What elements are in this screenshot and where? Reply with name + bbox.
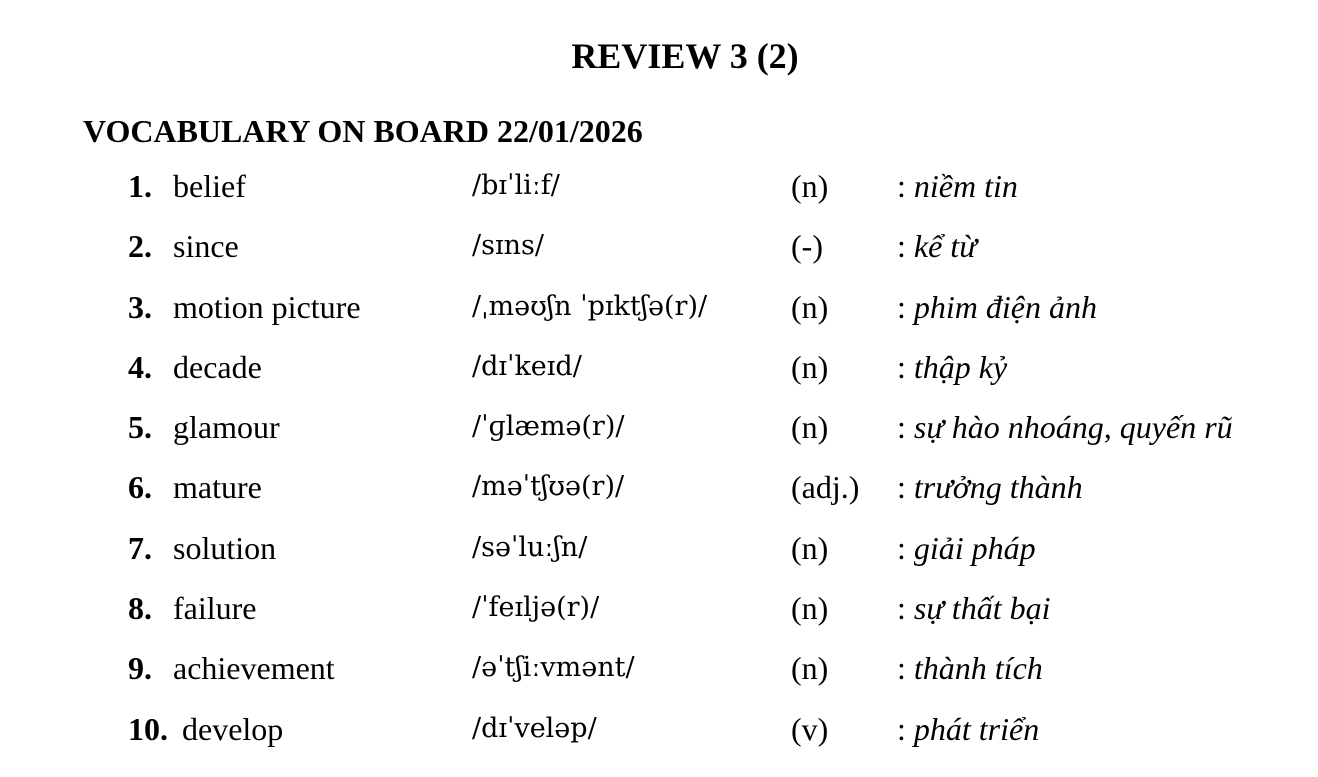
item-number: 2. (128, 228, 152, 265)
vocab-word: develop (182, 710, 284, 747)
vocab-row-5 (0, 405, 1318, 465)
item-number: 5. (128, 409, 152, 446)
meaning-text: giải pháp (913, 529, 1036, 566)
vocab-row-9 (0, 646, 1318, 706)
meaning-text: niềm tin (913, 168, 1018, 204)
item-number: 1. (128, 168, 152, 204)
meaning-separator: : (897, 590, 914, 627)
vocab-word: mature (173, 469, 262, 506)
vocab-row-2 (0, 224, 1318, 284)
meaning-separator: : (897, 348, 914, 385)
vocab-word: since (173, 228, 239, 265)
meaning-separator: : (897, 710, 914, 747)
vocab-word: decade (173, 348, 262, 385)
meaning-separator: : (897, 228, 914, 265)
vocab-meaning (897, 526, 1036, 570)
part-of-speech: (n) (791, 348, 829, 385)
meaning-text: sự hào nhoáng, quyến rũ (913, 409, 1233, 446)
meaning-text: phát triển (913, 710, 1040, 747)
vocabulary-list (0, 164, 1318, 767)
vocab-row-3 (0, 285, 1318, 345)
meaning-text: phim điện ảnh (913, 288, 1097, 325)
vocab-pronunciation: /ˌməʊʃn ˈpɪktʃə(r)/ (472, 290, 708, 322)
vocab-meaning (897, 405, 1233, 449)
part-of-speech: (n) (791, 529, 829, 566)
meaning-separator: : (897, 288, 914, 325)
vocab-pronunciation: /dɪˈveləp/ (472, 712, 597, 744)
item-number: 6. (128, 469, 152, 506)
vocab-row-10 (0, 707, 1318, 767)
meaning-text: trưởng thành (913, 469, 1083, 506)
part-of-speech: (n) (791, 168, 829, 204)
vocab-word: solution (173, 529, 277, 566)
vocab-row-8 (0, 586, 1318, 646)
vocab-meaning (897, 586, 1050, 630)
item-number: 7. (128, 529, 152, 566)
meaning-text: thập kỷ (913, 348, 1008, 385)
item-number: 10. (128, 710, 168, 747)
item-number: 8. (128, 590, 152, 627)
meaning-separator: : (897, 650, 914, 687)
vocab-pronunciation: /ˈɡlæmə(r)/ (472, 411, 625, 443)
vocab-meaning (897, 465, 1083, 509)
meaning-text: sự thất bại (913, 590, 1051, 627)
vocab-meaning (897, 707, 1039, 751)
vocab-row-4 (0, 345, 1318, 405)
meaning-separator: : (897, 529, 914, 566)
vocab-row-6 (0, 465, 1318, 525)
item-number: 3. (128, 288, 152, 325)
part-of-speech: (n) (791, 650, 829, 687)
vocab-meaning (897, 285, 1097, 329)
vocab-pronunciation: /səˈluːʃn/ (472, 531, 588, 563)
part-of-speech: (n) (791, 590, 829, 627)
vocab-meaning (897, 345, 1007, 389)
section-heading: VOCABULARY ON BOARD 22/01/2026 (83, 113, 643, 149)
vocab-word: belief (173, 168, 246, 204)
meaning-text: kể từ (913, 228, 977, 265)
part-of-speech: (v) (791, 710, 829, 747)
meaning-separator: : (897, 168, 914, 204)
vocab-word: failure (173, 590, 257, 627)
vocab-pronunciation: /məˈtʃʊə(r)/ (472, 471, 625, 503)
part-of-speech: (n) (791, 409, 829, 446)
vocab-word: glamour (173, 409, 280, 446)
page-title: REVIEW 3 (2) (571, 36, 799, 76)
vocab-meaning (897, 164, 1018, 208)
vocab-row-7 (0, 526, 1318, 586)
part-of-speech: (n) (791, 288, 829, 325)
vocab-pronunciation: /bɪˈliːf/ (472, 170, 560, 201)
vocab-word: achievement (173, 650, 335, 687)
vocab-pronunciation: /əˈtʃiːvmənt/ (472, 652, 635, 684)
vocab-meaning (897, 224, 977, 268)
vocab-meaning (897, 646, 1043, 690)
meaning-separator: : (897, 409, 914, 446)
vocab-word: motion picture (173, 288, 361, 325)
vocab-pronunciation: /ˈfeɪljə(r)/ (472, 592, 600, 624)
part-of-speech: (-) (791, 228, 823, 265)
item-number: 4. (128, 348, 152, 385)
part-of-speech: (adj.) (791, 469, 860, 506)
vocab-row-1 (0, 164, 1318, 224)
vocab-pronunciation: /dɪˈkeɪd/ (472, 350, 582, 382)
meaning-text: thành tích (913, 650, 1043, 687)
item-number: 9. (128, 650, 152, 687)
meaning-separator: : (897, 469, 914, 506)
vocab-pronunciation: /sɪns/ (472, 230, 544, 262)
